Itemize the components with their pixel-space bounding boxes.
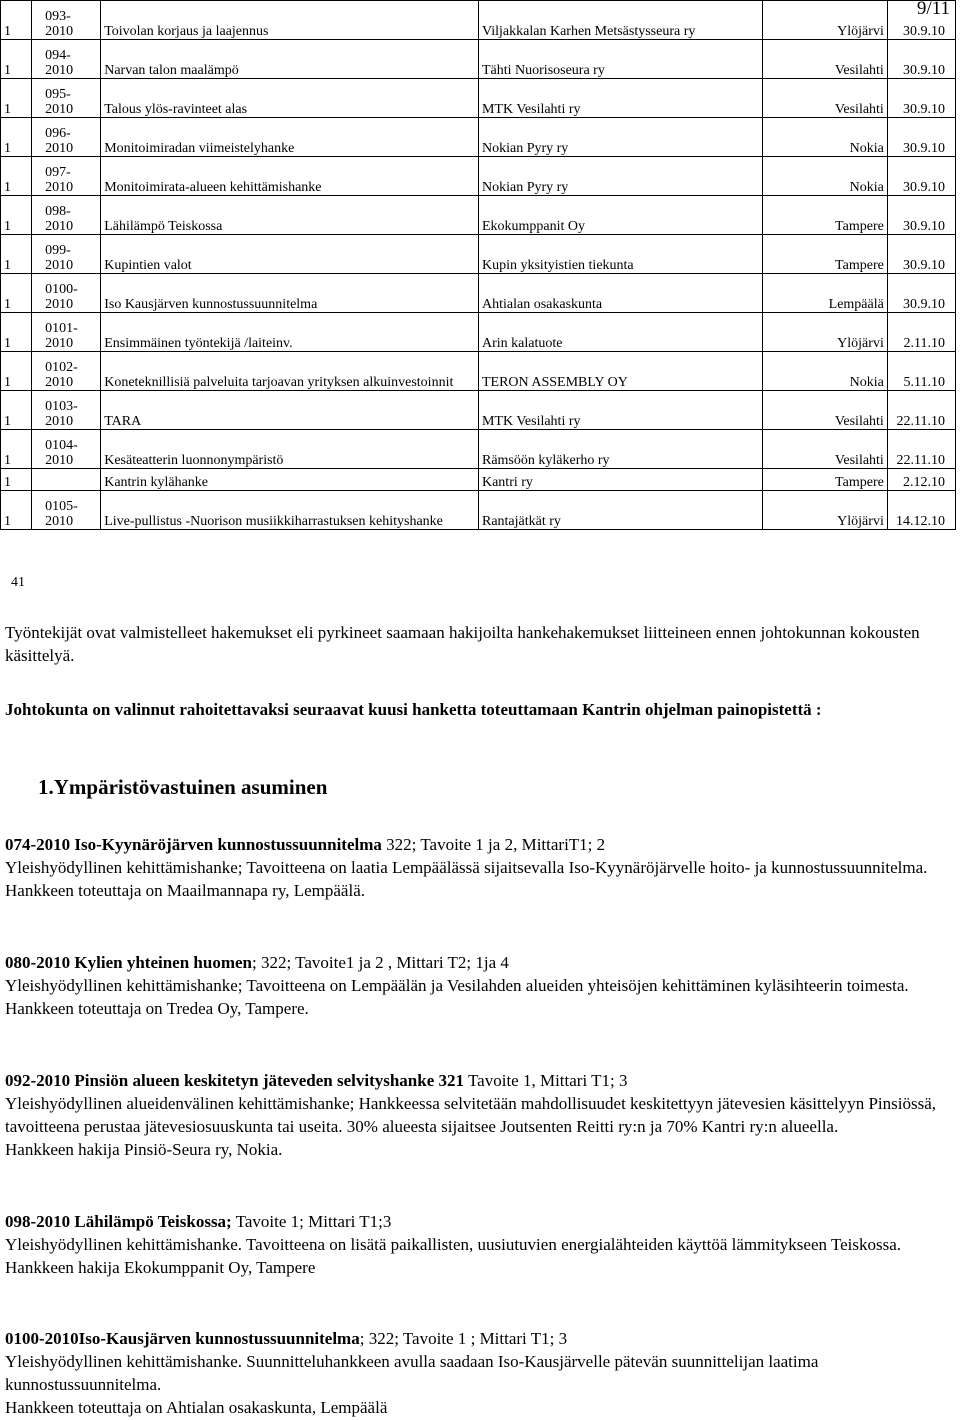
project-desc: Yleishyödyllinen kehittämishanke; Tavoitteena on Lempäälän ja Vesilahden alueiden yhteisöjen kehittäminen kyläsihteerin toimesta. (5, 976, 909, 995)
project-meta: Tavoite 1, Mittari T1; 3 (464, 1071, 628, 1090)
project-id-cell: 0100-2010 (32, 274, 101, 313)
row-count-cell: 1 (1, 491, 32, 530)
project-id-cell: 0101-2010 (32, 313, 101, 352)
project-desc: Yleishyödyllinen kehittämishanke. Suunnitteluhankkeen avulla saadaan Iso-Kausjärvelle pätevän suunnittelijan laatima kunnostussuunnitelma. (5, 1352, 819, 1394)
organization-cell: MTK Vesilahti ry (478, 79, 762, 118)
project-block (5, 1210, 946, 1279)
row-count-cell: 1 (1, 157, 32, 196)
project-name-cell: Kesäteatterin luonnonympäristö (101, 430, 479, 469)
organization-cell: Nokian Pyry ry (478, 157, 762, 196)
organization-cell: Viljakkalan Karhen Metsästysseura ry (478, 1, 762, 40)
date-cell: 2.11.10 (887, 313, 955, 352)
project-meta: 322; Tavoite 1 ja 2, MittariT1; 2 (381, 835, 606, 854)
municipality-cell: Lempäälä (762, 274, 887, 313)
row-count-cell: 1 (1, 118, 32, 157)
project-id-cell: 0102-2010 (32, 352, 101, 391)
organization-cell: Kupin yksityistien tiekunta (478, 235, 762, 274)
organization-cell: Rämsöön kyläkerho ry (478, 430, 762, 469)
date-cell: 30.9.10 (887, 118, 955, 157)
project-id-cell: 098-2010 (32, 196, 101, 235)
organization-cell: Tähti Nuorisoseura ry (478, 40, 762, 79)
table-row (1, 235, 956, 274)
project-title: 0100-2010Iso-Kausjärven kunnostussuunnitelma (5, 1329, 360, 1348)
project-exec: Hankkeen toteuttaja on Ahtialan osakaskunta, Lempäälä (5, 1398, 388, 1417)
date-cell: 30.9.10 (887, 235, 955, 274)
organization-cell: Rantajätkät ry (478, 491, 762, 530)
project-id-cell: 094-2010 (32, 40, 101, 79)
municipality-cell: Tampere (762, 235, 887, 274)
municipality-cell: Vesilahti (762, 430, 887, 469)
project-block (5, 1069, 946, 1161)
project-name-cell: Toivolan korjaus ja laajennus (101, 1, 479, 40)
project-meta: ; 322; Tavoite 1 ; Mittari T1; 3 (359, 1329, 568, 1348)
table-row (1, 118, 956, 157)
project-name-cell: Kantrin kylähanke (101, 469, 479, 491)
project-name-cell: Ensimmäinen työntekijä /laiteinv. (101, 313, 479, 352)
organization-cell: Ekokumppanit Oy (478, 196, 762, 235)
table-row (1, 352, 956, 391)
section-heading: 1.Ympäristövastuinen asuminen (38, 775, 328, 799)
municipality-cell: Vesilahti (762, 79, 887, 118)
municipality-cell: Nokia (762, 352, 887, 391)
project-exec: Hankkeen hakija Pinsiö-Seura ry, Nokia. (5, 1140, 283, 1159)
project-name-cell: Koneteknillisiä palveluita tarjoavan yrityksen alkuinvestoinnit (101, 352, 479, 391)
date-cell: 30.9.10 (887, 274, 955, 313)
date-cell: 14.12.10 (887, 491, 955, 530)
project-name-cell: Iso Kausjärven kunnostussuunnitelma (101, 274, 479, 313)
municipality-cell: Tampere (762, 196, 887, 235)
organization-cell: Arin kalatuote (478, 313, 762, 352)
organization-cell: Nokian Pyry ry (478, 118, 762, 157)
row-count-cell: 1 (1, 79, 32, 118)
row-count-cell: 1 (1, 430, 32, 469)
row-count-cell: 1 (1, 313, 32, 352)
project-id-cell: 0103-2010 (32, 391, 101, 430)
project-id-cell: 096-2010 (32, 118, 101, 157)
project-meta: Tavoite 1; Mittari T1;3 (231, 1212, 392, 1231)
table-row (1, 1, 956, 40)
table-row (1, 157, 956, 196)
project-block (5, 1327, 946, 1419)
table-row (1, 391, 956, 430)
date-cell: 22.11.10 (887, 391, 955, 430)
date-cell: 22.11.10 (887, 430, 955, 469)
project-name-cell: TARA (101, 391, 479, 430)
table-row (1, 196, 956, 235)
organization-cell: MTK Vesilahti ry (478, 391, 762, 430)
project-meta: ; 322; Tavoite1 ja 2 , Mittari T2; 1ja 4 (252, 953, 509, 972)
project-id-cell: 099-2010 (32, 235, 101, 274)
table-row (1, 469, 956, 491)
project-exec: Hankkeen toteuttaja on Tredea Oy, Tampere. (5, 999, 309, 1018)
project-desc: Yleishyödyllinen alueidenvälinen kehittämishanke; Hankkeessa selvitetään mahdollisuudet keskitettyyn jätevesien käsittelyyn Pinsiössä, tavoitteena perustaa jätevesiosuuskunta tai useita. 30% alueesta sijaitsee Joutsenten Reitti ry:n ja 70% Kantri ry:n alueella. (5, 1094, 937, 1136)
total-count: 41 (11, 575, 25, 590)
row-count-cell: 1 (1, 1, 32, 40)
project-desc: Yleishyödyllinen kehittämishanke; Tavoitteena on laatia Lempäälässä sijaitsevalla Iso-Kyynäröjärvelle hoito- ja kunnostussuunnitelma. (5, 858, 928, 877)
project-name-cell: Kupintien valot (101, 235, 479, 274)
project-desc: Yleishyödyllinen kehittämishanke. Tavoitteena on lisätä paikallisten, uusiutuvien energialähteiden käyttöä lämmitykseen Teiskossa. (5, 1235, 902, 1254)
table-row (1, 274, 956, 313)
date-cell: 2.12.10 (887, 469, 955, 491)
municipality-cell: Vesilahti (762, 40, 887, 79)
municipality-cell: Nokia (762, 118, 887, 157)
date-cell: 30.9.10 (887, 40, 955, 79)
organization-cell: TERON ASSEMBLY OY (478, 352, 762, 391)
project-name-cell: Narvan talon maalämpö (101, 40, 479, 79)
decision-paragraph: Johtokunta on valinnut rahoitettavaksi seuraavat kuusi hanketta toteuttamaan Kantrin ohjelman painopistettä : (5, 700, 822, 719)
project-name-cell: Talous ylös-ravinteet alas (101, 79, 479, 118)
municipality-cell: Ylöjärvi (762, 1, 887, 40)
organization-cell: Kantri ry (478, 469, 762, 491)
project-title: 098-2010 Lähilämpö Teiskossa; (5, 1212, 232, 1231)
project-table (0, 0, 956, 530)
date-cell: 30.9.10 (887, 1, 955, 40)
project-name-cell: Lähilämpö Teiskossa (101, 196, 479, 235)
organization-cell: Ahtialan osakaskunta (478, 274, 762, 313)
row-count-cell: 1 (1, 274, 32, 313)
row-count-cell: 1 (1, 40, 32, 79)
municipality-cell: Ylöjärvi (762, 491, 887, 530)
intro-paragraph: Työntekijät ovat valmistelleet hakemukset eli pyrkineet saamaan hakijoilta hankehakemukset liitteineen ennen johtokunnan kokousten käsittelyä. (5, 623, 920, 665)
row-count-cell: 1 (1, 196, 32, 235)
table-row (1, 79, 956, 118)
table-row (1, 430, 956, 469)
row-count-cell: 1 (1, 352, 32, 391)
project-block (5, 833, 946, 902)
municipality-cell: Vesilahti (762, 391, 887, 430)
project-id-cell: 0104-2010 (32, 430, 101, 469)
project-title: 080-2010 Kylien yhteinen huomen (5, 953, 252, 972)
date-cell: 30.9.10 (887, 157, 955, 196)
project-title: 092-2010 Pinsiön alueen keskitetyn jäteveden selvityshanke 321 (5, 1071, 465, 1090)
table-row (1, 40, 956, 79)
project-name-cell: Monitoimirata-alueen kehittämishanke (101, 157, 479, 196)
date-cell: 30.9.10 (887, 79, 955, 118)
project-id-cell (32, 469, 101, 491)
project-block (5, 951, 946, 1020)
project-name-cell: Monitoimiradan viimeistelyhanke (101, 118, 479, 157)
project-title: 074-2010 Iso-Kyynäröjärven kunnostussuunnitelma (5, 835, 382, 854)
project-exec: Hankkeen hakija Ekokumppanit Oy, Tampere (5, 1258, 316, 1277)
row-count-cell: 1 (1, 391, 32, 430)
municipality-cell: Tampere (762, 469, 887, 491)
table-row (1, 491, 956, 530)
project-name-cell: Live-pullistus -Nuorison musiikkiharrastuksen kehityshanke (101, 491, 479, 530)
municipality-cell: Nokia (762, 157, 887, 196)
date-cell: 5.11.10 (887, 352, 955, 391)
row-count-cell: 1 (1, 235, 32, 274)
date-cell: 30.9.10 (887, 196, 955, 235)
project-id-cell: 097-2010 (32, 157, 101, 196)
table-row (1, 313, 956, 352)
project-id-cell: 095-2010 (32, 79, 101, 118)
page-number: 9/11 (916, 0, 950, 19)
project-exec: Hankkeen toteuttaja on Maailmannapa ry, Lempäälä. (5, 881, 365, 900)
row-count-cell: 1 (1, 469, 32, 491)
municipality-cell: Ylöjärvi (762, 313, 887, 352)
project-id-cell: 0105-2010 (32, 491, 101, 530)
project-id-cell: 093-2010 (32, 1, 101, 40)
